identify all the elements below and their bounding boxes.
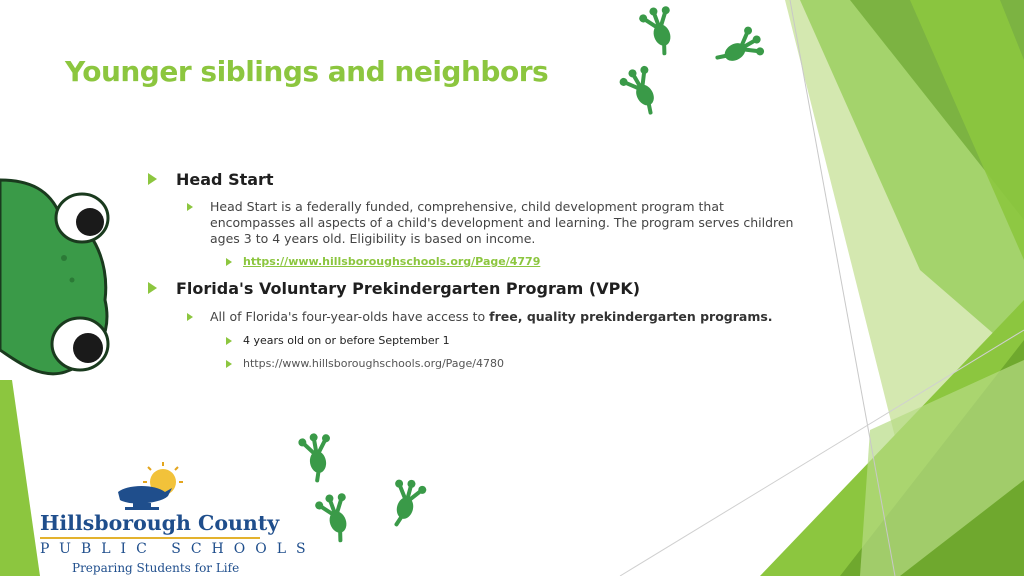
bullet-arrow-icon: [226, 258, 232, 266]
logo-divider: [40, 537, 260, 539]
vpk-description-bold: free, quality prekindergarten programs.: [489, 309, 773, 324]
bullet-arrow-icon: [148, 173, 157, 185]
vpk-heading: Florida's Voluntary Prekindergarten Program (VPK): [176, 279, 641, 298]
logo-tagline: Preparing Students for Life: [72, 561, 240, 575]
logo-subtitle: PUBLIC SCHOOLS: [40, 541, 316, 557]
vpk-link[interactable]: https://www.hillsboroughschools.org/Page/4780: [243, 357, 504, 370]
bullet-arrow-icon: [148, 282, 157, 294]
vpk-age-requirement: 4 years old on or before September 1: [243, 334, 450, 347]
bullet-arrow-icon: [187, 203, 193, 211]
head-start-link[interactable]: https://www.hillsboroughschools.org/Page/4779: [243, 255, 541, 268]
logo-name: Hillsborough County: [40, 511, 280, 535]
vpk-description-prefix: All of Florida's four-year-olds have access to: [210, 309, 490, 324]
bullet-arrow-icon: [187, 313, 193, 321]
head-start-description: Head Start is a federally funded, comprehensive, child development program that encompasses all aspects of a child's development and learning. The program serves children ages 3 to 4 years old. Eligibility is based on income.: [210, 199, 794, 246]
lamp-of-learning-icon: [118, 462, 183, 510]
bullet-arrow-icon: [226, 360, 232, 368]
frog-face-icon: [0, 180, 108, 374]
left-shard: [0, 380, 40, 576]
bullet-arrow-icon: [226, 337, 232, 345]
head-start-heading: Head Start: [176, 170, 274, 189]
vpk-description: [210, 309, 810, 325]
slide-title: Younger siblings and neighbors: [65, 55, 549, 88]
